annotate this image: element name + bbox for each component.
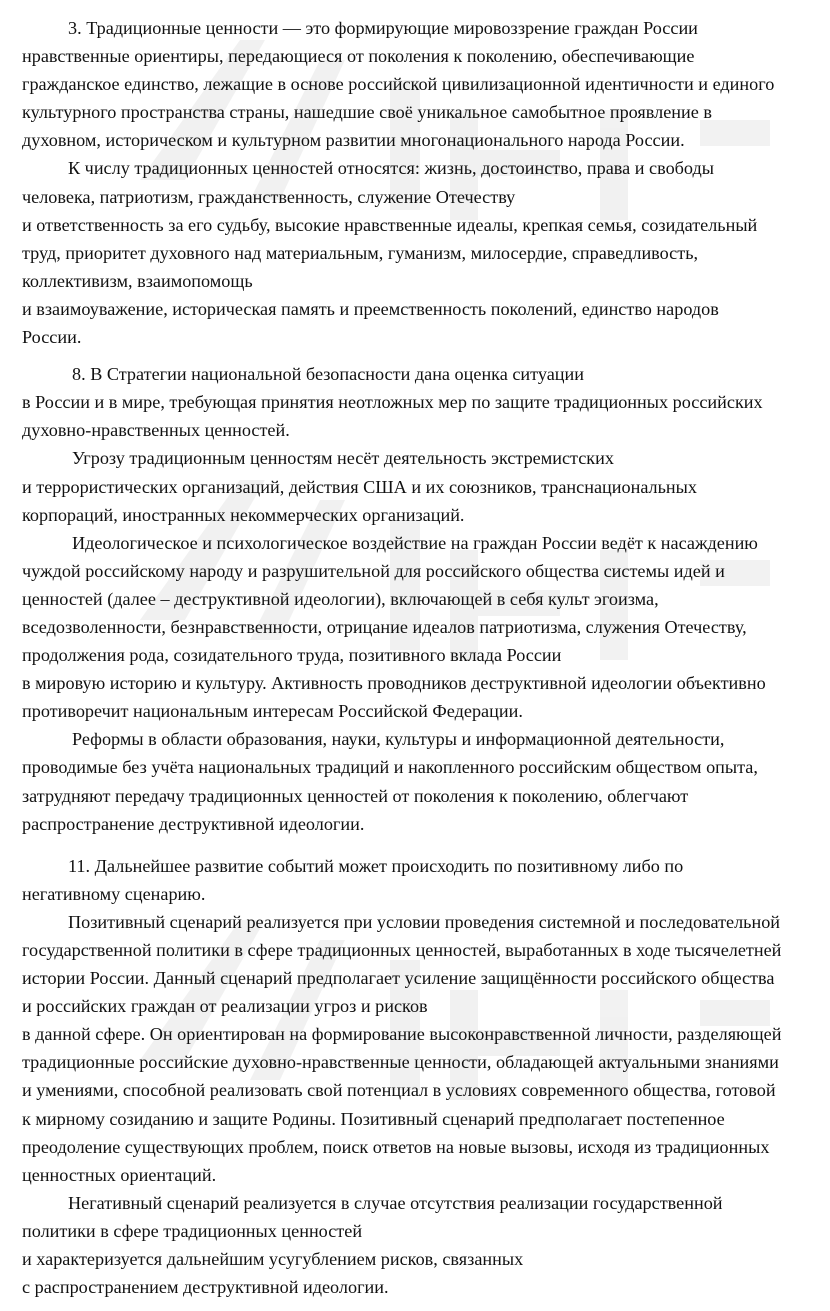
- text-line: ценностей (далее – деструктивной идеологии), включающей в себя культ эгоизма,: [22, 588, 659, 609]
- text-line: К числу традиционных ценностей относятся: жизнь, достоинство, права и свободы: [68, 158, 714, 179]
- text-line: России.: [22, 327, 82, 348]
- text-line: и ответственность за его судьбу, высокие нравственные идеалы, крепкая семья, созидательный: [22, 214, 758, 235]
- section-3: [22, 14, 804, 154]
- text-line: человека, патриотизм, гражданственность, служение Отечеству: [22, 186, 516, 207]
- text-line: в данной сфере. Он ориентирован на формирование высоконравственной личности, разделяющей: [22, 1024, 782, 1045]
- text-line: противоречит национальным интересам Российской Федерации.: [22, 701, 523, 722]
- text-line: преодоление существующих проблем, поиск ответов на новые вызовы, исходя из традиционных: [22, 1136, 770, 1157]
- text-line: и террористических организаций, действия США и их союзников, транснациональных: [22, 476, 697, 497]
- text-line: коллективизм, взаимопомощь: [22, 270, 253, 291]
- text-line: Реформы в области образования, науки, культуры и информационной деятельности,: [72, 729, 725, 750]
- text-line: Негативный сценарий реализуется в случае отсутствия реализации государственной: [68, 1192, 723, 1213]
- text-line: негативному сценарию.: [22, 883, 206, 904]
- section-11: [22, 852, 804, 1302]
- text-line: и характеризуется дальнейшим усугублением рисков, связанных: [22, 1249, 524, 1270]
- text-line: проводимые без учёта национальных традиций и накопленного российским обществом опыта,: [22, 757, 758, 778]
- text-line: 11. Дальнейшее развитие событий может происходить по позитивному либо по: [68, 855, 684, 876]
- text-line: распространение деструктивной идеологии.: [22, 813, 365, 834]
- text-line: и взаимоуважение, историческая память и преемственность поколений, единство народов: [22, 298, 719, 319]
- text-line: чуждой российскому народу и разрушительной для российского общества системы идей и: [22, 560, 725, 581]
- text-line: традиционные российские духовно-нравственные ценности, обладающей актуальными знаниями: [22, 1052, 779, 1073]
- text-line: государственной политики в сфере традиционных ценностей, выработанных в ходе тысячелетней: [22, 940, 782, 960]
- text-line: политики в сфере традиционных ценностей: [22, 1220, 363, 1241]
- text-line: гражданское единство, лежащие в основе российской цивилизационной идентичности и единого: [22, 74, 775, 95]
- text-line: Позитивный сценарий реализуется при условии проведения системной и последовательной: [68, 911, 781, 932]
- text-line: к мирному созиданию и защите Родины. Позитивный сценарий предполагает постепенное: [22, 1108, 725, 1129]
- text-line: и российских граждан от реализации угроз и рисков: [22, 996, 428, 1017]
- text-line: 3. Традиционные ценности — это формирующие мировоззрение граждан России: [68, 18, 698, 38]
- text-line: духовно-нравственных ценностей.: [22, 420, 290, 441]
- text-line: Идеологическое и психологическое воздействие на граждан России ведёт к насаждению: [72, 532, 758, 553]
- text-line: в мировую историю и культуру. Активность проводников деструктивной идеологии объективно: [22, 673, 766, 694]
- text-line: культурного пространства страны, нашедшие своё уникальное самобытное проявление в: [22, 102, 712, 123]
- text-line: в России и в мире, требующая принятия неотложных мер по защите традиционных российских: [22, 392, 763, 413]
- text-line: с распространением деструктивной идеологии.: [22, 1277, 389, 1298]
- text-line: корпораций, иностранных некоммерческих организаций.: [22, 504, 465, 525]
- text-line: и умениями, способной реализовать свой потенциал в условиях современного общества, готовой: [22, 1080, 776, 1101]
- text-line: истории России. Данный сценарий предполагает усиление защищённости российского общества: [22, 968, 775, 989]
- text-line: Угрозу традиционным ценностям несёт деятельность экстремистских: [72, 448, 614, 469]
- text-line: 8. В Стратегии национальной безопасности дана оценка ситуации: [72, 364, 584, 385]
- traditional-values-list: [22, 154, 804, 351]
- text-line: ценностных ориентаций.: [22, 1164, 217, 1185]
- text-line: труд, приоритет духовного над материальным, гуманизм, милосердие, справедливость,: [22, 242, 699, 263]
- text-line: духовном, историческом и культурном развитии многонационального народа России.: [22, 130, 685, 151]
- text-line: продолжения рода, созидательного труда, позитивного вклада России: [22, 645, 562, 666]
- text-line: нравственные ориентиры, передающиеся от поколения к поколению, обеспечивающие: [22, 46, 695, 67]
- text-line: затрудняют передачу традиционных ценностей от поколения к поколению, облегчают: [22, 785, 689, 806]
- text-line: вседозволенности, безнравственности, отрицание идеалов патриотизма, служения Отечеству,: [22, 616, 747, 637]
- section-8: [22, 360, 804, 838]
